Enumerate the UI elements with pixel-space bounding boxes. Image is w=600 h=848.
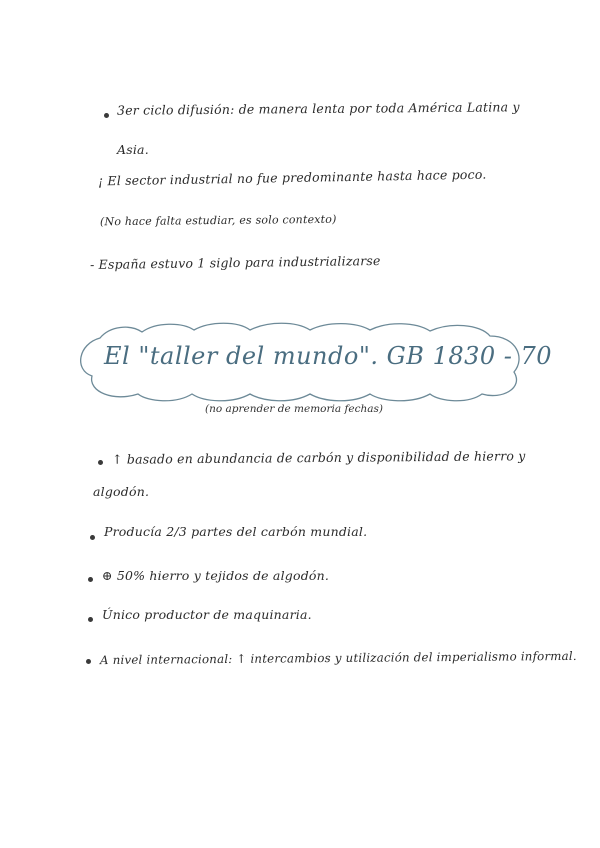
bullet-hierro-algodon: ⊕ 50% hierro y tejidos de algodón.: [102, 568, 330, 583]
bullet-maquinaria: Único productor de maquinaria.: [102, 607, 312, 622]
bullet-dot: [88, 617, 93, 622]
heading-note: (no aprender de memoria fechas): [205, 403, 383, 415]
note-line-difusion: 3er ciclo difusión: de manera lenta por toda América Latina y: [116, 99, 520, 118]
bullet-dot: [90, 535, 95, 540]
note-line-sector-industrial: ¡ El sector industrial no fue predominante hasta hace poco.: [97, 166, 487, 189]
bullet-dot: [88, 577, 93, 582]
bullet-basado: ↑ basado en abundancia de carbón y disponibilidad de hierro y: [111, 448, 526, 467]
note-line-espana: - España estuvo 1 siglo para industrializarse: [89, 252, 381, 273]
note-line-difusion-cont: Asia.: [117, 142, 149, 157]
bullet-dot: [104, 113, 109, 118]
bullet-basado-cont: algodón.: [93, 484, 150, 499]
note-line-contexto: (No hace falta estudiar, es solo contexto): [99, 212, 337, 229]
bullet-nivel-internacional: A nivel internacional: ↑ intercambios y utilización del imperialismo informal.: [99, 648, 577, 668]
bullet-produccion-carbon: Producía 2/3 partes del carbón mundial.: [104, 524, 368, 539]
heading-cloud-box: [70, 318, 553, 404]
heading-title: El "taller del mundo". GB 1830 - 70: [104, 342, 553, 370]
bullet-dot: [86, 659, 91, 664]
bullet-dot: [98, 460, 103, 465]
